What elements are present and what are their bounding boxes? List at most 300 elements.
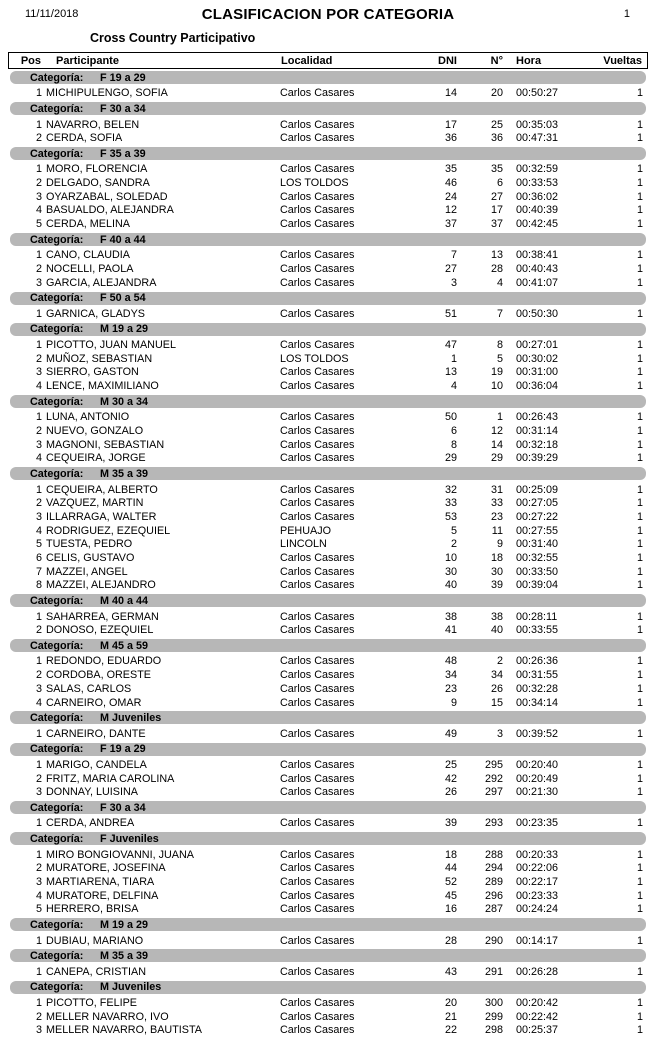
category-section <box>0 801 656 830</box>
cell-numero: 8 <box>459 339 506 351</box>
cell-pos: 2 <box>8 669 42 681</box>
cell-vueltas: 1 <box>586 862 648 874</box>
cell-hora: 00:26:28 <box>506 966 586 978</box>
category-section <box>0 323 656 393</box>
cell-vueltas: 1 <box>586 177 648 189</box>
cell-participante: MORO, FLORENCIA <box>42 163 280 175</box>
cell-dni: 7 <box>410 249 459 261</box>
cell-participante: OYARZABAL, SOLEDAD <box>42 191 280 203</box>
cell-localidad: Carlos Casares <box>280 249 410 261</box>
cell-vueltas: 1 <box>586 163 648 175</box>
cell-vueltas: 1 <box>586 624 648 636</box>
cell-pos: 1 <box>8 484 42 496</box>
cell-participante: CORDOBA, ORESTE <box>42 669 280 681</box>
header-vueltas: Vueltas <box>586 55 647 67</box>
table-row <box>8 424 648 438</box>
cell-vueltas: 1 <box>586 1024 648 1036</box>
cell-pos: 2 <box>8 497 42 509</box>
cell-localidad: LOS TOLDOS <box>280 353 410 365</box>
cell-numero: 287 <box>459 903 506 915</box>
category-section <box>0 918 656 947</box>
header-participante: Participante <box>41 55 281 67</box>
cell-numero: 295 <box>459 759 506 771</box>
cell-localidad: Carlos Casares <box>280 380 410 392</box>
table-row <box>8 276 648 290</box>
category-bar <box>10 949 646 962</box>
cell-numero: 31 <box>459 484 506 496</box>
cell-participante: DUBIAU, MARIANO <box>42 935 280 947</box>
category-label: Categoría: <box>30 72 100 84</box>
category-name: M 35 a 39 <box>100 468 148 480</box>
cell-numero: 296 <box>459 890 506 902</box>
cell-dni: 50 <box>410 411 459 423</box>
cell-dni: 41 <box>410 624 459 636</box>
cell-localidad: Carlos Casares <box>280 624 410 636</box>
cell-hora: 00:28:11 <box>506 611 586 623</box>
cell-localidad: Carlos Casares <box>280 308 410 320</box>
category-label: Categoría: <box>30 148 100 160</box>
cell-hora: 00:32:18 <box>506 439 586 451</box>
cell-participante: CARNEIRO, OMAR <box>42 697 280 709</box>
table-row <box>8 551 648 565</box>
cell-numero: 297 <box>459 786 506 798</box>
category-name: M 40 a 44 <box>100 595 148 607</box>
cell-numero: 298 <box>459 1024 506 1036</box>
cell-vueltas: 1 <box>586 903 648 915</box>
cell-vueltas: 1 <box>586 817 648 829</box>
table-row <box>8 889 648 903</box>
cell-dni: 13 <box>410 366 459 378</box>
cell-dni: 18 <box>410 849 459 861</box>
cell-participante: PICOTTO, FELIPE <box>42 997 280 1009</box>
cell-vueltas: 1 <box>586 366 648 378</box>
cell-dni: 8 <box>410 439 459 451</box>
category-name: F 30 a 34 <box>100 802 146 814</box>
category-label: Categoría: <box>30 323 100 335</box>
cell-dni: 33 <box>410 497 459 509</box>
page-title: CLASIFICACION POR CATEGORIA <box>0 0 656 23</box>
cell-participante: CARNEIRO, DANTE <box>42 728 280 740</box>
cell-hora: 00:22:42 <box>506 1011 586 1023</box>
cell-hora: 00:33:50 <box>506 566 586 578</box>
category-bar <box>10 323 646 336</box>
cell-dni: 21 <box>410 1011 459 1023</box>
cell-dni: 28 <box>410 935 459 947</box>
category-label: Categoría: <box>30 919 100 931</box>
page-number: 1 <box>624 8 630 20</box>
cell-dni: 14 <box>410 87 459 99</box>
category-label: Categoría: <box>30 640 100 652</box>
cell-hora: 00:40:43 <box>506 263 586 275</box>
cell-localidad: Carlos Casares <box>280 552 410 564</box>
cell-hora: 00:22:06 <box>506 862 586 874</box>
cell-numero: 27 <box>459 191 506 203</box>
cell-vueltas: 1 <box>586 249 648 261</box>
cell-pos: 3 <box>8 191 42 203</box>
cell-pos: 3 <box>8 786 42 798</box>
cell-numero: 292 <box>459 773 506 785</box>
cell-vueltas: 1 <box>586 425 648 437</box>
category-bar <box>10 711 646 724</box>
cell-dni: 40 <box>410 579 459 591</box>
cell-numero: 12 <box>459 425 506 437</box>
table-row <box>8 579 648 593</box>
cell-numero: 1 <box>459 411 506 423</box>
cell-localidad: PEHUAJO <box>280 525 410 537</box>
cell-hora: 00:20:49 <box>506 773 586 785</box>
cell-vueltas: 1 <box>586 890 648 902</box>
cell-numero: 17 <box>459 204 506 216</box>
cell-participante: MARTIARENA, TIARA <box>42 876 280 888</box>
header-pos: Pos <box>9 55 41 67</box>
cell-numero: 18 <box>459 552 506 564</box>
cell-hora: 00:27:01 <box>506 339 586 351</box>
cell-pos: 1 <box>8 87 42 99</box>
cell-pos: 2 <box>8 773 42 785</box>
cell-participante: BASUALDO, ALEJANDRA <box>42 204 280 216</box>
category-name: M 45 a 59 <box>100 640 148 652</box>
cell-pos: 1 <box>8 759 42 771</box>
cell-participante: CANO, CLAUDIA <box>42 249 280 261</box>
cell-numero: 4 <box>459 277 506 289</box>
cell-localidad: Carlos Casares <box>280 655 410 667</box>
cell-participante: NUEVO, GONZALO <box>42 425 280 437</box>
cell-hora: 00:36:04 <box>506 380 586 392</box>
cell-numero: 39 <box>459 579 506 591</box>
cell-localidad: Carlos Casares <box>280 759 410 771</box>
cell-numero: 20 <box>459 87 506 99</box>
cell-vueltas: 1 <box>586 669 648 681</box>
category-bar <box>10 395 646 408</box>
category-name: M 30 a 34 <box>100 396 148 408</box>
cell-participante: MURATORE, DELFINA <box>42 890 280 902</box>
cell-numero: 38 <box>459 611 506 623</box>
cell-pos: 1 <box>8 849 42 861</box>
cell-localidad: Carlos Casares <box>280 876 410 888</box>
cell-hora: 00:39:04 <box>506 579 586 591</box>
category-bar <box>10 467 646 480</box>
cell-vueltas: 1 <box>586 786 648 798</box>
cell-vueltas: 1 <box>586 511 648 523</box>
cell-vueltas: 1 <box>586 1011 648 1023</box>
cell-dni: 32 <box>410 484 459 496</box>
cell-numero: 36 <box>459 132 506 144</box>
table-row <box>8 307 648 321</box>
cell-hora: 00:40:39 <box>506 204 586 216</box>
table-row <box>8 696 648 710</box>
cell-vueltas: 1 <box>586 849 648 861</box>
cell-numero: 13 <box>459 249 506 261</box>
category-label: Categoría: <box>30 234 100 246</box>
cell-localidad: Carlos Casares <box>280 484 410 496</box>
cell-participante: SAHARREA, GERMAN <box>42 611 280 623</box>
table-row <box>8 262 648 276</box>
cell-vueltas: 1 <box>586 339 648 351</box>
cell-localidad: Carlos Casares <box>280 773 410 785</box>
cell-participante: ILLARRAGA, WALTER <box>42 511 280 523</box>
cell-vueltas: 1 <box>586 308 648 320</box>
cell-dni: 27 <box>410 263 459 275</box>
table-row <box>8 758 648 772</box>
cell-pos: 1 <box>8 655 42 667</box>
cell-participante: CANEPA, CRISTIAN <box>42 966 280 978</box>
cell-vueltas: 1 <box>586 411 648 423</box>
cell-localidad: Carlos Casares <box>280 425 410 437</box>
cell-dni: 30 <box>410 566 459 578</box>
cell-hora: 00:26:43 <box>506 411 586 423</box>
cell-vueltas: 1 <box>586 697 648 709</box>
cell-vueltas: 1 <box>586 611 648 623</box>
cell-pos: 4 <box>8 380 42 392</box>
cell-hora: 00:26:36 <box>506 655 586 667</box>
cell-vueltas: 1 <box>586 484 648 496</box>
cell-pos: 4 <box>8 204 42 216</box>
table-row <box>8 217 648 231</box>
cell-dni: 51 <box>410 308 459 320</box>
cell-localidad: Carlos Casares <box>280 452 410 464</box>
table-row <box>8 772 648 786</box>
cell-dni: 9 <box>410 697 459 709</box>
cell-participante: MURATORE, JOSEFINA <box>42 862 280 874</box>
sections-container <box>0 71 656 1037</box>
cell-dni: 17 <box>410 119 459 131</box>
category-label: Categoría: <box>30 712 100 724</box>
table-row <box>8 610 648 624</box>
category-name: F 30 a 34 <box>100 103 146 115</box>
category-label: Categoría: <box>30 743 100 755</box>
table-row <box>8 727 648 741</box>
cell-hora: 00:35:03 <box>506 119 586 131</box>
cell-hora: 00:31:00 <box>506 366 586 378</box>
cell-dni: 46 <box>410 177 459 189</box>
cell-hora: 00:21:30 <box>506 786 586 798</box>
cell-localidad: Carlos Casares <box>280 1024 410 1036</box>
cell-dni: 43 <box>410 966 459 978</box>
cell-pos: 1 <box>8 966 42 978</box>
cell-localidad: Carlos Casares <box>280 87 410 99</box>
table-row <box>8 965 648 979</box>
cell-hora: 00:27:05 <box>506 497 586 509</box>
cell-dni: 23 <box>410 683 459 695</box>
category-section <box>0 594 656 637</box>
cell-pos: 2 <box>8 425 42 437</box>
cell-hora: 00:27:22 <box>506 511 586 523</box>
table-row <box>8 163 648 177</box>
category-section <box>0 467 656 592</box>
cell-participante: CEQUEIRA, JORGE <box>42 452 280 464</box>
cell-dni: 34 <box>410 669 459 681</box>
cell-pos: 1 <box>8 611 42 623</box>
cell-dni: 52 <box>410 876 459 888</box>
cell-numero: 294 <box>459 862 506 874</box>
category-name: F 19 a 29 <box>100 72 146 84</box>
cell-participante: CERDA, MELINA <box>42 218 280 230</box>
category-bar <box>10 832 646 845</box>
cell-localidad: Carlos Casares <box>280 163 410 175</box>
table-row <box>8 682 648 696</box>
cell-numero: 28 <box>459 263 506 275</box>
table-row <box>8 452 648 466</box>
cell-localidad: Carlos Casares <box>280 697 410 709</box>
cell-numero: 26 <box>459 683 506 695</box>
table-row <box>8 862 648 876</box>
category-bar <box>10 594 646 607</box>
cell-hora: 00:34:14 <box>506 697 586 709</box>
category-section <box>0 639 656 709</box>
cell-numero: 30 <box>459 566 506 578</box>
cell-vueltas: 1 <box>586 277 648 289</box>
cell-numero: 23 <box>459 511 506 523</box>
category-name: F 35 a 39 <box>100 148 146 160</box>
cell-numero: 299 <box>459 1011 506 1023</box>
cell-localidad: Carlos Casares <box>280 132 410 144</box>
header-numero: N° <box>459 55 506 67</box>
table-row <box>8 875 648 889</box>
cell-participante: SIERRO, GASTON <box>42 366 280 378</box>
cell-hora: 00:22:17 <box>506 876 586 888</box>
table-row <box>8 176 648 190</box>
cell-vueltas: 1 <box>586 353 648 365</box>
cell-numero: 33 <box>459 497 506 509</box>
cell-numero: 5 <box>459 353 506 365</box>
cell-hora: 00:33:55 <box>506 624 586 636</box>
cell-dni: 37 <box>410 218 459 230</box>
cell-participante: LENCE, MAXIMILIANO <box>42 380 280 392</box>
cell-dni: 1 <box>410 353 459 365</box>
cell-vueltas: 1 <box>586 525 648 537</box>
table-row <box>8 668 648 682</box>
cell-dni: 44 <box>410 862 459 874</box>
cell-participante: TUESTA, PEDRO <box>42 538 280 550</box>
cell-vueltas: 1 <box>586 683 648 695</box>
table-row <box>8 934 648 948</box>
table-row <box>8 848 648 862</box>
cell-localidad: Carlos Casares <box>280 966 410 978</box>
cell-hora: 00:33:53 <box>506 177 586 189</box>
cell-numero: 19 <box>459 366 506 378</box>
table-row <box>8 204 648 218</box>
table-header <box>8 52 648 69</box>
cell-hora: 00:39:52 <box>506 728 586 740</box>
table-row <box>8 338 648 352</box>
cell-dni: 47 <box>410 339 459 351</box>
table-row <box>8 483 648 497</box>
cell-localidad: Carlos Casares <box>280 579 410 591</box>
category-section <box>0 743 656 800</box>
cell-pos: 2 <box>8 353 42 365</box>
cell-participante: MAZZEI, ANGEL <box>42 566 280 578</box>
cell-hora: 00:39:29 <box>506 452 586 464</box>
cell-localidad: Carlos Casares <box>280 339 410 351</box>
cell-hora: 00:31:55 <box>506 669 586 681</box>
category-bar <box>10 801 646 814</box>
category-bar <box>10 981 646 994</box>
cell-vueltas: 1 <box>586 759 648 771</box>
cell-hora: 00:31:40 <box>506 538 586 550</box>
cell-hora: 00:36:02 <box>506 191 586 203</box>
category-label: Categoría: <box>30 468 100 480</box>
cell-participante: HERRERO, BRISA <box>42 903 280 915</box>
table-row <box>8 1024 648 1037</box>
cell-pos: 4 <box>8 890 42 902</box>
cell-participante: REDONDO, EDUARDO <box>42 655 280 667</box>
category-name: F 40 a 44 <box>100 234 146 246</box>
cell-vueltas: 1 <box>586 87 648 99</box>
category-name: F Juveniles <box>100 833 159 845</box>
cell-numero: 3 <box>459 728 506 740</box>
cell-vueltas: 1 <box>586 655 648 667</box>
table-row <box>8 190 648 204</box>
cell-hora: 00:20:33 <box>506 849 586 861</box>
table-row <box>8 623 648 637</box>
cell-participante: MICHIPULENGO, SOFIA <box>42 87 280 99</box>
cell-participante: FRITZ, MARIA CAROLINA <box>42 773 280 785</box>
cell-dni: 25 <box>410 759 459 771</box>
cell-numero: 291 <box>459 966 506 978</box>
cell-pos: 8 <box>8 579 42 591</box>
cell-pos: 1 <box>8 935 42 947</box>
cell-participante: GARCIA, ALEJANDRA <box>42 277 280 289</box>
cell-participante: CELIS, GUSTAVO <box>42 552 280 564</box>
cell-localidad: Carlos Casares <box>280 997 410 1009</box>
cell-hora: 00:41:07 <box>506 277 586 289</box>
cell-dni: 22 <box>410 1024 459 1036</box>
cell-vueltas: 1 <box>586 497 648 509</box>
cell-vueltas: 1 <box>586 566 648 578</box>
cell-vueltas: 1 <box>586 728 648 740</box>
cell-pos: 2 <box>8 862 42 874</box>
cell-localidad: Carlos Casares <box>280 191 410 203</box>
cell-pos: 3 <box>8 277 42 289</box>
cell-participante: CERDA, SOFIA <box>42 132 280 144</box>
cell-numero: 15 <box>459 697 506 709</box>
cell-pos: 3 <box>8 439 42 451</box>
category-label: Categoría: <box>30 595 100 607</box>
report-subtitle: Cross Country Participativo <box>90 31 656 45</box>
cell-pos: 3 <box>8 366 42 378</box>
cell-dni: 42 <box>410 773 459 785</box>
category-bar <box>10 147 646 160</box>
cell-vueltas: 1 <box>586 876 648 888</box>
table-row <box>8 249 648 263</box>
cell-localidad: Carlos Casares <box>280 903 410 915</box>
cell-localidad: Carlos Casares <box>280 817 410 829</box>
category-bar <box>10 639 646 652</box>
cell-localidad: Carlos Casares <box>280 862 410 874</box>
cell-hora: 00:31:14 <box>506 425 586 437</box>
table-row <box>8 87 648 101</box>
cell-pos: 2 <box>8 263 42 275</box>
cell-pos: 1 <box>8 119 42 131</box>
cell-pos: 6 <box>8 552 42 564</box>
cell-participante: CEQUEIRA, ALBERTO <box>42 484 280 496</box>
table-row <box>8 996 648 1010</box>
cell-pos: 1 <box>8 997 42 1009</box>
cell-pos: 3 <box>8 876 42 888</box>
cell-numero: 2 <box>459 655 506 667</box>
cell-pos: 7 <box>8 566 42 578</box>
cell-pos: 1 <box>8 308 42 320</box>
category-name: M 19 a 29 <box>100 919 148 931</box>
cell-dni: 29 <box>410 452 459 464</box>
cell-numero: 11 <box>459 525 506 537</box>
cell-hora: 00:30:02 <box>506 353 586 365</box>
cell-participante: DONOSO, EZEQUIEL <box>42 624 280 636</box>
cell-localidad: Carlos Casares <box>280 728 410 740</box>
header-hora: Hora <box>506 55 586 67</box>
category-section <box>0 711 656 740</box>
cell-vueltas: 1 <box>586 380 648 392</box>
